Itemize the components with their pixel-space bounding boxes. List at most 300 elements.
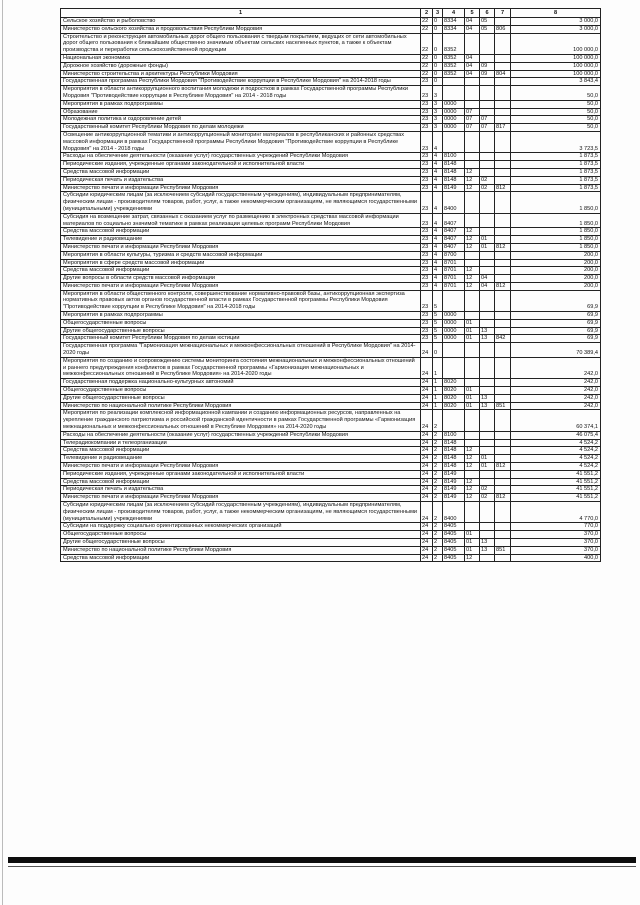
subsection-code-cell bbox=[480, 228, 495, 236]
direction-code-cell: 8407 bbox=[443, 213, 465, 228]
section-code-cell bbox=[465, 431, 480, 439]
ministry-code-cell bbox=[495, 251, 511, 259]
item-name-cell: Мероприятия в области антикоррупционного воспитания молодежи и подростков в рамках Государственной программы Республики Мордовия "Противодействие коррупции в Республике Мордовия" на 2014 - 2018 годы bbox=[61, 86, 421, 101]
subsection-code-cell bbox=[480, 100, 495, 108]
item-name-cell: Субсидии на поддержку социально ориентированных некоммерческих организаций bbox=[61, 523, 421, 531]
program-code-cell: 22 bbox=[421, 25, 433, 33]
item-name-cell: Министерство строительства и архитектуры Республики Мордовия bbox=[61, 70, 421, 78]
program-code-cell: 24 bbox=[421, 486, 433, 494]
section-code-cell: 01 bbox=[465, 319, 480, 327]
table-row bbox=[61, 546, 601, 554]
ministry-code-cell bbox=[495, 161, 511, 169]
table-row bbox=[61, 54, 601, 62]
ministry-code-cell bbox=[495, 455, 511, 463]
subsection-code-cell bbox=[480, 319, 495, 327]
subprogram-code-cell: 0 bbox=[433, 18, 443, 26]
item-name-cell: Дорожное хозяйство (дорожные фонды) bbox=[61, 62, 421, 70]
section-code-cell bbox=[465, 192, 480, 213]
program-code-cell: 24 bbox=[421, 431, 433, 439]
subsection-code-cell: 13 bbox=[480, 335, 495, 343]
subsection-code-cell bbox=[480, 387, 495, 395]
subsection-code-cell: 02 bbox=[480, 184, 495, 192]
item-name-cell: Телерадиокомпании и телеорганизации bbox=[61, 439, 421, 447]
program-code-cell: 23 bbox=[421, 161, 433, 169]
header-cell: 6 bbox=[480, 9, 495, 18]
ministry-code-cell bbox=[495, 62, 511, 70]
header-cell: 7 bbox=[495, 9, 511, 18]
direction-code-cell bbox=[443, 290, 465, 311]
header-cell: 4 bbox=[443, 9, 465, 18]
subsection-code-cell bbox=[480, 192, 495, 213]
subsection-code-cell bbox=[480, 108, 495, 116]
direction-code-cell bbox=[443, 131, 465, 152]
subsection-code-cell: 02 bbox=[480, 494, 495, 502]
program-code-cell: 22 bbox=[421, 70, 433, 78]
subsection-code-cell: 09 bbox=[480, 70, 495, 78]
amount-cell: 4 524,2 bbox=[511, 447, 601, 455]
subsection-code-cell: 04 bbox=[480, 275, 495, 283]
direction-code-cell: 8352 bbox=[443, 54, 465, 62]
direction-code-cell: 8352 bbox=[443, 70, 465, 78]
direction-code-cell: 8020 bbox=[443, 402, 465, 410]
program-code-cell: 24 bbox=[421, 470, 433, 478]
direction-code-cell: 8400 bbox=[443, 192, 465, 213]
item-name-cell: Другие общегосударственные вопросы bbox=[61, 327, 421, 335]
direction-code-cell: 8020 bbox=[443, 394, 465, 402]
header-cell: 3 bbox=[433, 9, 443, 18]
program-code-cell: 23 bbox=[421, 327, 433, 335]
amount-cell: 200,0 bbox=[511, 282, 601, 290]
section-code-cell: 12 bbox=[465, 243, 480, 251]
amount-cell: 200,0 bbox=[511, 259, 601, 267]
direction-code-cell: 8701 bbox=[443, 259, 465, 267]
direction-code-cell: 8407 bbox=[443, 243, 465, 251]
subsection-code-cell bbox=[480, 478, 495, 486]
item-name-cell: Мероприятия в области культуры, туризма и средств массовой информации bbox=[61, 251, 421, 259]
program-code-cell: 23 bbox=[421, 153, 433, 161]
ministry-code-cell bbox=[495, 312, 511, 320]
ministry-code-cell bbox=[495, 259, 511, 267]
section-code-cell: 12 bbox=[465, 455, 480, 463]
section-code-cell bbox=[465, 213, 480, 228]
amount-cell: 41 551,2 bbox=[511, 494, 601, 502]
program-code-cell: 23 bbox=[421, 319, 433, 327]
header-cell: 1 bbox=[61, 9, 421, 18]
table-row bbox=[61, 387, 601, 395]
ministry-code-cell bbox=[495, 116, 511, 124]
amount-cell: 50,0 bbox=[511, 124, 601, 132]
table-row bbox=[61, 312, 601, 320]
section-code-cell: 12 bbox=[465, 447, 480, 455]
subprogram-code-cell: 5 bbox=[433, 319, 443, 327]
ministry-code-cell bbox=[495, 213, 511, 228]
section-code-cell: 01 bbox=[465, 327, 480, 335]
section-code-cell bbox=[465, 312, 480, 320]
amount-cell: 100 000,0 bbox=[511, 54, 601, 62]
section-code-cell bbox=[465, 78, 480, 86]
direction-code-cell: 8405 bbox=[443, 538, 465, 546]
table-row bbox=[61, 431, 601, 439]
subprogram-code-cell: 0 bbox=[433, 33, 443, 54]
section-code-cell bbox=[465, 343, 480, 358]
direction-code-cell: 8149 bbox=[443, 184, 465, 192]
section-code-cell: 01 bbox=[465, 394, 480, 402]
amount-cell: 1 873,5 bbox=[511, 153, 601, 161]
subprogram-code-cell: 0 bbox=[433, 343, 443, 358]
subprogram-code-cell: 2 bbox=[433, 494, 443, 502]
direction-code-cell: 8149 bbox=[443, 494, 465, 502]
table-row bbox=[61, 184, 601, 192]
program-code-cell: 24 bbox=[421, 387, 433, 395]
section-code-cell: 04 bbox=[465, 62, 480, 70]
table-row bbox=[61, 236, 601, 244]
ministry-code-cell: 851 bbox=[495, 546, 511, 554]
section-code-cell bbox=[465, 131, 480, 152]
amount-cell: 100 000,0 bbox=[511, 62, 601, 70]
amount-cell: 100 000,0 bbox=[511, 70, 601, 78]
amount-cell: 50,0 bbox=[511, 86, 601, 101]
direction-code-cell: 8149 bbox=[443, 470, 465, 478]
subprogram-code-cell: 4 bbox=[433, 153, 443, 161]
subsection-code-cell: 02 bbox=[480, 486, 495, 494]
subprogram-code-cell: 1 bbox=[433, 387, 443, 395]
amount-cell: 3 000,0 bbox=[511, 25, 601, 33]
amount-cell: 4 524,2 bbox=[511, 439, 601, 447]
amount-cell: 242,0 bbox=[511, 394, 601, 402]
subprogram-code-cell: 1 bbox=[433, 394, 443, 402]
direction-code-cell: 8407 bbox=[443, 236, 465, 244]
table-row bbox=[61, 290, 601, 311]
direction-code-cell: 0000 bbox=[443, 116, 465, 124]
subsection-code-cell bbox=[480, 153, 495, 161]
subprogram-code-cell: 4 bbox=[433, 161, 443, 169]
subprogram-code-cell: 2 bbox=[433, 463, 443, 471]
program-code-cell: 24 bbox=[421, 531, 433, 539]
amount-cell: 4 524,2 bbox=[511, 455, 601, 463]
subsection-code-cell bbox=[480, 431, 495, 439]
section-code-cell: 12 bbox=[465, 282, 480, 290]
subsection-code-cell bbox=[480, 523, 495, 531]
section-code-cell bbox=[465, 33, 480, 54]
subprogram-code-cell: 4 bbox=[433, 228, 443, 236]
subsection-code-cell bbox=[480, 86, 495, 101]
table-row bbox=[61, 275, 601, 283]
item-name-cell: Молодежная политика и оздоровление детей bbox=[61, 116, 421, 124]
subprogram-code-cell: 3 bbox=[433, 116, 443, 124]
section-code-cell: 12 bbox=[465, 494, 480, 502]
amount-cell: 1 850,0 bbox=[511, 236, 601, 244]
subprogram-code-cell: 1 bbox=[433, 379, 443, 387]
amount-cell: 69,9 bbox=[511, 335, 601, 343]
ministry-code-cell bbox=[495, 470, 511, 478]
direction-code-cell: 8148 bbox=[443, 161, 465, 169]
direction-code-cell: 8407 bbox=[443, 228, 465, 236]
ministry-code-cell bbox=[495, 357, 511, 378]
table-row bbox=[61, 33, 601, 54]
ministry-code-cell bbox=[495, 100, 511, 108]
subsection-code-cell bbox=[480, 161, 495, 169]
ministry-code-cell bbox=[495, 447, 511, 455]
table-row bbox=[61, 494, 601, 502]
ministry-code-cell bbox=[495, 18, 511, 26]
amount-cell: 41 551,2 bbox=[511, 478, 601, 486]
subprogram-code-cell: 4 bbox=[433, 259, 443, 267]
item-name-cell: Освещение антикоррупционной тематики и антикоррупционный мониторинг материалов в республиканских и районных средствах массовой информации в рамках Государственной программы Республики Мордовия "Противодействие коррупции в Республике Мордовия" на 2014 - 2018 годы bbox=[61, 131, 421, 152]
amount-cell: 242,0 bbox=[511, 379, 601, 387]
item-name-cell: Периодическая печать и издательства bbox=[61, 486, 421, 494]
program-code-cell: 24 bbox=[421, 455, 433, 463]
direction-code-cell: 8352 bbox=[443, 62, 465, 70]
item-name-cell: Телевидение и радиовещание bbox=[61, 455, 421, 463]
ministry-code-cell: 812 bbox=[495, 243, 511, 251]
section-code-cell: 01 bbox=[465, 402, 480, 410]
subprogram-code-cell: 2 bbox=[433, 554, 443, 562]
ministry-code-cell: 804 bbox=[495, 70, 511, 78]
ministry-code-cell bbox=[495, 343, 511, 358]
subprogram-code-cell: 5 bbox=[433, 290, 443, 311]
direction-code-cell: 8405 bbox=[443, 554, 465, 562]
section-code-cell: 01 bbox=[465, 335, 480, 343]
direction-code-cell: 8405 bbox=[443, 523, 465, 531]
subsection-code-cell bbox=[480, 554, 495, 562]
amount-cell: 50,0 bbox=[511, 100, 601, 108]
direction-code-cell bbox=[443, 78, 465, 86]
section-code-cell bbox=[465, 470, 480, 478]
table-row bbox=[61, 554, 601, 562]
item-name-cell: Средства массовой информации bbox=[61, 554, 421, 562]
direction-code-cell: 8148 bbox=[443, 439, 465, 447]
amount-cell: 3 000,0 bbox=[511, 18, 601, 26]
direction-code-cell: 0000 bbox=[443, 312, 465, 320]
table-row bbox=[61, 327, 601, 335]
amount-cell: 4 524,2 bbox=[511, 463, 601, 471]
ministry-code-cell bbox=[495, 410, 511, 431]
section-code-cell bbox=[465, 357, 480, 378]
section-code-cell: 12 bbox=[465, 176, 480, 184]
ministry-code-cell bbox=[495, 327, 511, 335]
amount-cell: 69,9 bbox=[511, 312, 601, 320]
section-code-cell: 01 bbox=[465, 546, 480, 554]
subprogram-code-cell: 4 bbox=[433, 282, 443, 290]
program-code-cell: 22 bbox=[421, 54, 433, 62]
program-code-cell: 23 bbox=[421, 124, 433, 132]
section-code-cell bbox=[465, 251, 480, 259]
amount-cell: 100 000,0 bbox=[511, 33, 601, 54]
item-name-cell: Мероприятия в области общественного контроля, совершенствование нормативно-правовой базы, антикоррупционная экспертиза нормативных правовых актов органов государственной власти в рамках Государственной программы Республики Мордовия "Противодействие коррупции в Республике Мордовия" на 2014-2018 годы bbox=[61, 290, 421, 311]
item-name-cell: Общегосударственные вопросы bbox=[61, 531, 421, 539]
ministry-code-cell bbox=[495, 176, 511, 184]
program-code-cell: 23 bbox=[421, 312, 433, 320]
subprogram-code-cell: 2 bbox=[433, 486, 443, 494]
item-name-cell: Средства массовой информации bbox=[61, 168, 421, 176]
ministry-code-cell bbox=[495, 523, 511, 531]
section-code-cell: 04 bbox=[465, 18, 480, 26]
section-code-cell: 07 bbox=[465, 108, 480, 116]
direction-code-cell: 8148 bbox=[443, 176, 465, 184]
program-code-cell: 23 bbox=[421, 86, 433, 101]
amount-cell: 70 389,4 bbox=[511, 343, 601, 358]
subprogram-code-cell: 4 bbox=[433, 168, 443, 176]
program-code-cell: 24 bbox=[421, 523, 433, 531]
subsection-code-cell bbox=[480, 259, 495, 267]
ministry-code-cell bbox=[495, 531, 511, 539]
ministry-code-cell bbox=[495, 290, 511, 311]
subprogram-code-cell: 4 bbox=[433, 176, 443, 184]
ministry-code-cell bbox=[495, 439, 511, 447]
table-row bbox=[61, 70, 601, 78]
subprogram-code-cell: 2 bbox=[433, 546, 443, 554]
header-row bbox=[61, 9, 601, 18]
program-code-cell: 23 bbox=[421, 116, 433, 124]
program-code-cell: 24 bbox=[421, 343, 433, 358]
subsection-code-cell: 01 bbox=[480, 455, 495, 463]
budget-table bbox=[60, 8, 601, 562]
program-code-cell: 23 bbox=[421, 275, 433, 283]
direction-code-cell: 8701 bbox=[443, 267, 465, 275]
item-name-cell: Министерство по национальной политике Республики Мордовия bbox=[61, 546, 421, 554]
table-row bbox=[61, 439, 601, 447]
amount-cell: 1 850,0 bbox=[511, 243, 601, 251]
section-code-cell bbox=[465, 86, 480, 101]
direction-code-cell: 8148 bbox=[443, 455, 465, 463]
subsection-code-cell: 05 bbox=[480, 18, 495, 26]
subsection-code-cell bbox=[480, 439, 495, 447]
table-row bbox=[61, 447, 601, 455]
subprogram-code-cell: 2 bbox=[433, 455, 443, 463]
amount-cell: 200,0 bbox=[511, 275, 601, 283]
direction-code-cell: 8100 bbox=[443, 431, 465, 439]
item-name-cell: Строительство и реконструкция автомобильных дорог общего пользования с твердым покрытием, ведущих от сети автомобильных дорог общего пользования к ближайшим общественно значимым объектам сельских населенных пунктов, а также к объектам производства и переработки сельскохозяйственной продукции bbox=[61, 33, 421, 54]
amount-cell: 370,0 bbox=[511, 538, 601, 546]
amount-cell: 41 551,2 bbox=[511, 486, 601, 494]
ministry-code-cell bbox=[495, 387, 511, 395]
ministry-code-cell: 812 bbox=[495, 494, 511, 502]
direction-code-cell: 0000 bbox=[443, 319, 465, 327]
amount-cell: 69,9 bbox=[511, 319, 601, 327]
section-code-cell bbox=[465, 290, 480, 311]
direction-code-cell: 8149 bbox=[443, 486, 465, 494]
subprogram-code-cell: 2 bbox=[433, 447, 443, 455]
amount-cell: 3 843,4 bbox=[511, 78, 601, 86]
ministry-code-cell: 806 bbox=[495, 25, 511, 33]
subprogram-code-cell: 2 bbox=[433, 523, 443, 531]
subprogram-code-cell: 4 bbox=[433, 131, 443, 152]
page-bottom-bar bbox=[8, 857, 636, 863]
table-row bbox=[61, 410, 601, 431]
table-row bbox=[61, 213, 601, 228]
ministry-code-cell bbox=[495, 502, 511, 523]
program-code-cell: 22 bbox=[421, 62, 433, 70]
item-name-cell: Государственная программа "Гармонизация межнациональных и межконфессиональных отношений в Республике Мордовия" на 2014-2020 годы bbox=[61, 343, 421, 358]
subprogram-code-cell: 0 bbox=[433, 54, 443, 62]
direction-code-cell: 8700 bbox=[443, 251, 465, 259]
item-name-cell: Другие общегосударственные вопросы bbox=[61, 538, 421, 546]
program-code-cell: 24 bbox=[421, 402, 433, 410]
amount-cell: 50,0 bbox=[511, 116, 601, 124]
subsection-code-cell: 13 bbox=[480, 327, 495, 335]
ministry-code-cell bbox=[495, 153, 511, 161]
section-code-cell: 07 bbox=[465, 116, 480, 124]
subprogram-code-cell: 0 bbox=[433, 70, 443, 78]
item-name-cell: Периодическая печать и издательства bbox=[61, 176, 421, 184]
table-row bbox=[61, 502, 601, 523]
ministry-code-cell bbox=[495, 228, 511, 236]
table-row bbox=[61, 192, 601, 213]
amount-cell: 1 873,5 bbox=[511, 161, 601, 169]
amount-cell: 1 873,5 bbox=[511, 176, 601, 184]
section-code-cell: 12 bbox=[465, 478, 480, 486]
table-row bbox=[61, 267, 601, 275]
direction-code-cell: 8334 bbox=[443, 25, 465, 33]
amount-cell: 41 551,2 bbox=[511, 470, 601, 478]
program-code-cell: 23 bbox=[421, 78, 433, 86]
item-name-cell: Мероприятия в сфере средств массовой информации bbox=[61, 259, 421, 267]
section-code-cell: 12 bbox=[465, 184, 480, 192]
subprogram-code-cell: 0 bbox=[433, 62, 443, 70]
amount-cell: 770,0 bbox=[511, 523, 601, 531]
table-row bbox=[61, 124, 601, 132]
table-row bbox=[61, 357, 601, 378]
item-name-cell: Мероприятия в рамках подпрограммы bbox=[61, 312, 421, 320]
ministry-code-cell bbox=[495, 267, 511, 275]
section-code-cell: 07 bbox=[465, 124, 480, 132]
program-code-cell: 23 bbox=[421, 192, 433, 213]
section-code-cell: 04 bbox=[465, 25, 480, 33]
ministry-code-cell bbox=[495, 538, 511, 546]
scan-edge-line bbox=[2, 0, 3, 905]
program-code-cell: 23 bbox=[421, 251, 433, 259]
table-row bbox=[61, 455, 601, 463]
table-row bbox=[61, 86, 601, 101]
direction-code-cell: 0000 bbox=[443, 100, 465, 108]
direction-code-cell: 8020 bbox=[443, 387, 465, 395]
amount-cell: 242,0 bbox=[511, 357, 601, 378]
subprogram-code-cell: 3 bbox=[433, 124, 443, 132]
subprogram-code-cell: 4 bbox=[433, 192, 443, 213]
ministry-code-cell bbox=[495, 78, 511, 86]
program-code-cell: 23 bbox=[421, 290, 433, 311]
subsection-code-cell: 13 bbox=[480, 402, 495, 410]
item-name-cell: Государственная поддержка национально-культурных автономий bbox=[61, 379, 421, 387]
subsection-code-cell bbox=[480, 33, 495, 54]
table-row bbox=[61, 25, 601, 33]
subsection-code-cell bbox=[480, 343, 495, 358]
section-code-cell bbox=[465, 100, 480, 108]
subprogram-code-cell: 5 bbox=[433, 327, 443, 335]
table-row bbox=[61, 531, 601, 539]
amount-cell: 4 770,0 bbox=[511, 502, 601, 523]
subsection-code-cell: 09 bbox=[480, 62, 495, 70]
section-code-cell bbox=[465, 153, 480, 161]
section-code-cell: 12 bbox=[465, 267, 480, 275]
table-row bbox=[61, 282, 601, 290]
program-code-cell: 22 bbox=[421, 18, 433, 26]
program-code-cell: 24 bbox=[421, 439, 433, 447]
program-code-cell: 23 bbox=[421, 243, 433, 251]
table-row bbox=[61, 100, 601, 108]
subprogram-code-cell: 0 bbox=[433, 25, 443, 33]
subsection-code-cell: 13 bbox=[480, 394, 495, 402]
table-row bbox=[61, 108, 601, 116]
ministry-code-cell bbox=[495, 275, 511, 283]
item-name-cell: Средства массовой информации bbox=[61, 228, 421, 236]
ministry-code-cell bbox=[495, 86, 511, 101]
subsection-code-cell bbox=[480, 357, 495, 378]
item-name-cell: Телевидение и радиовещание bbox=[61, 236, 421, 244]
table-row bbox=[61, 62, 601, 70]
table-row bbox=[61, 243, 601, 251]
subprogram-code-cell: 4 bbox=[433, 213, 443, 228]
